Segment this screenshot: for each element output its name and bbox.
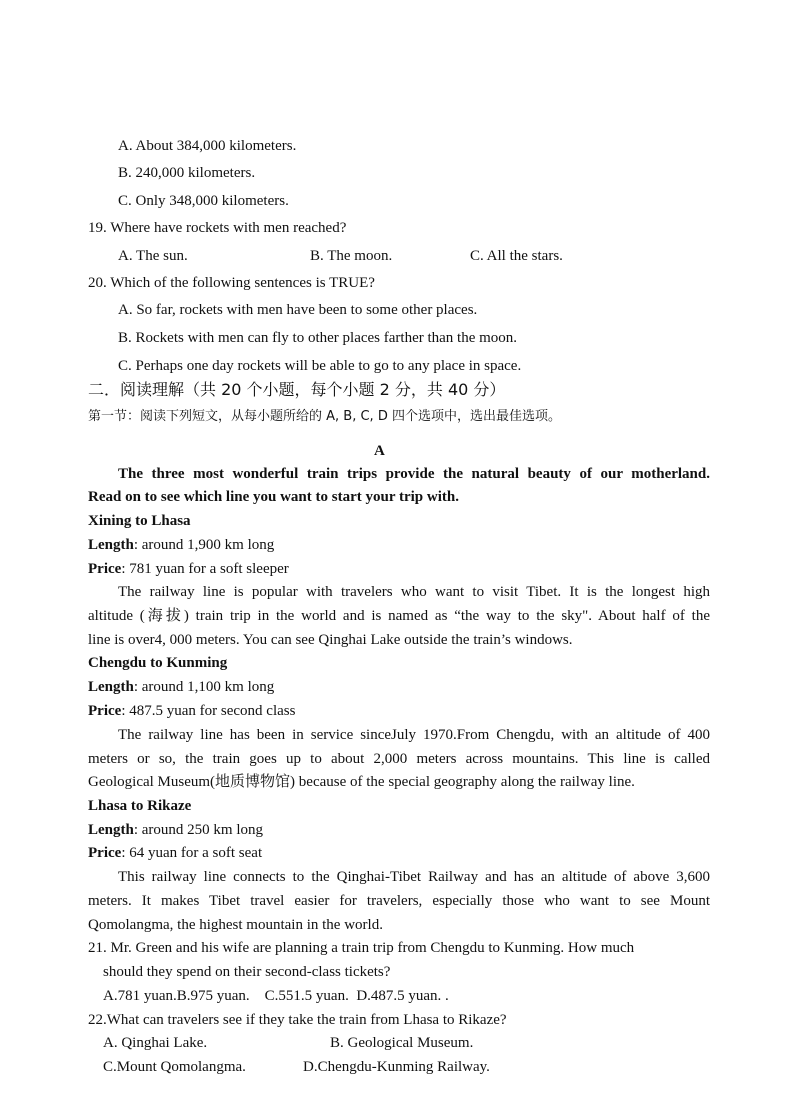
route-1-paragraph-line-2: altitude (海拔) train trip in the world and is named as “the way to the sky". About half of the (88, 608, 710, 624)
route-heading-lhasa-rikaze: Lhasa to Rikaze (88, 798, 192, 814)
route-heading-chengdu-kunming: Chengdu to Kunming (88, 655, 228, 671)
route-1-length: Length: around 1,900 km long (88, 537, 275, 553)
q19-option-a: A. The sun. (118, 248, 188, 264)
q21-options: A.781 yuan.B.975 yuan. C.551.5 yuan. D.487.5 yuan. . (103, 988, 449, 1004)
route-3-paragraph-line-3: Qomolangma, the highest mountain in the world. (88, 917, 383, 933)
q19-option-c: C. All the stars. (470, 248, 563, 264)
section-instruction: 第一节：阅读下列短文，从每小题所给的 A, B, C, D 四个选项中，选出最佳选项。 (88, 409, 561, 424)
q22-option-c: C.Mount Qomolangma. (103, 1059, 246, 1075)
q22-option-d: D.Chengdu-Kunming Railway. (303, 1059, 490, 1075)
route-1-price: Price: 781 yuan for a soft sleeper (88, 561, 289, 577)
q19-stem: 19. Where have rockets with men reached? (88, 220, 347, 236)
route-3-length: Length: around 250 km long (88, 822, 263, 838)
route-2-paragraph-line-1: The railway line has been in service sinceJuly 1970.From Chengdu, with an altitude of 400 (118, 727, 710, 743)
q20-option-a: A. So far, rockets with men have been to some other places. (118, 302, 478, 318)
route-2-paragraph-line-3: Geological Museum(地质博物馆) because of the special geography along the railway line. (88, 774, 635, 790)
route-3-price: Price: 64 yuan for a soft seat (88, 845, 263, 861)
q22-stem: 22.What can travelers see if they take the train from Lhasa to Rikaze? (88, 1012, 507, 1028)
route-heading-xining-lhasa: Xining to Lhasa (88, 513, 191, 529)
route-1-paragraph-line-1: The railway line is popular with travelers who want to visit Tibet. It is the longest high (118, 584, 710, 600)
route-1-paragraph-line-3: line is over4, 000 meters. You can see Qinghai Lake outside the train’s windows. (88, 632, 573, 648)
q20-stem: 20. Which of the following sentences is TRUE? (88, 275, 375, 291)
q19-option-b: B. The moon. (310, 248, 393, 264)
route-2-length: Length: around 1,100 km long (88, 679, 275, 695)
q21-stem-line-2: should they spend on their second-class tickets? (103, 964, 391, 980)
q22-option-a: A. Qinghai Lake. (103, 1035, 208, 1051)
q18-option-c: C. Only 348,000 kilometers. (118, 193, 289, 209)
q20-option-c: C. Perhaps one day rockets will be able to go to any place in space. (118, 358, 522, 374)
route-2-paragraph-line-2: meters or so, the train goes up to about 2,000 meters across mountains. This line is called (88, 751, 710, 767)
q20-option-b: B. Rockets with men can fly to other places farther than the moon. (118, 330, 518, 346)
passage-letter: A (374, 443, 385, 459)
section-title: 二．阅读理解（共 20 个小题，每个小题 2 分，共 40 分） (88, 380, 506, 399)
passage-intro-line-1: The three most wonderful train trips provide the natural beauty of our motherland. (118, 466, 710, 482)
passage-intro-line-2: Read on to see which line you want to start your trip with. (88, 489, 459, 505)
route-3-paragraph-line-2: meters. It makes Tibet travel easier for travelers, especially those who want to see Mount (88, 893, 710, 909)
q21-stem-line-1: 21. Mr. Green and his wife are planning a train trip from Chengdu to Kunming. How much (88, 940, 635, 956)
q18-option-a: A. About 384,000 kilometers. (118, 138, 297, 154)
q22-option-b: B. Geological Museum. (330, 1035, 474, 1051)
route-3-paragraph-line-1: This railway line connects to the Qinghai-Tibet Railway and has an altitude of above 3,600 (118, 869, 710, 885)
q18-option-b: B. 240,000 kilometers. (118, 165, 256, 181)
route-2-price: Price: 487.5 yuan for second class (88, 703, 296, 719)
